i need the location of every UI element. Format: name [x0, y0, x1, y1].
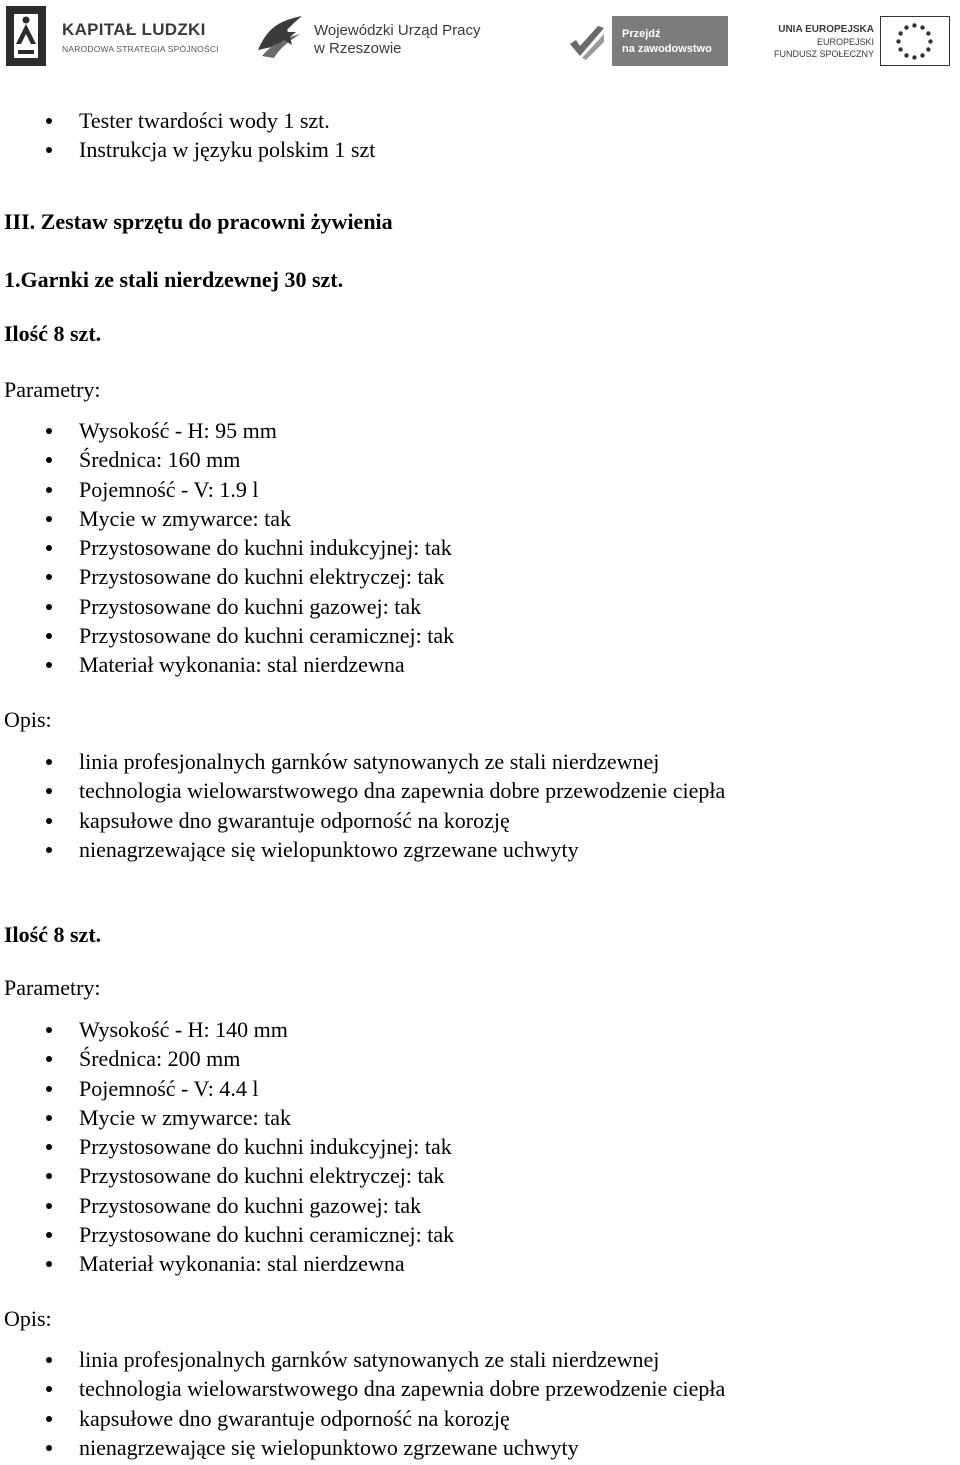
list-item: Przystosowane do kuchni indukcyjnej: tak	[0, 533, 454, 562]
list-item: Przystosowane do kuchni ceramicznej: tak	[0, 1220, 454, 1249]
list-item: Mycie w zmywarce: tak	[0, 1103, 454, 1132]
section-title: III. Zestaw sprzętu do pracowni żywienia	[4, 209, 393, 234]
block-1-params-list	[0, 416, 454, 680]
list-item: Średnica: 160 mm	[0, 445, 454, 474]
list-item: Przystosowane do kuchni indukcyjnej: tak	[0, 1132, 454, 1161]
list-item: Przystosowane do kuchni gazowej: tak	[0, 1191, 454, 1220]
list-item: Materiał wykonania: stal nierdzewna	[0, 650, 454, 679]
wup-subtitle: w Rzeszowie	[314, 40, 402, 57]
list-item: Przystosowane do kuchni gazowej: tak	[0, 592, 454, 621]
list-item: technologia wielowarstwowego dna zapewnia dobre przewodzenie ciepła	[0, 776, 725, 805]
eu-flag-icon	[880, 16, 950, 66]
list-item: Przystosowane do kuchni elektryczej: tak	[0, 562, 454, 591]
list-item: Wysokość - H: 140 mm	[0, 1015, 454, 1044]
block-2-quantity: Ilość 8 szt.	[4, 922, 102, 947]
wup-title: Wojewódzki Urząd Pracy	[314, 22, 481, 39]
list-item: Pojemność - V: 4.4 l	[0, 1074, 454, 1103]
block-2-desc-label: Opis:	[4, 1306, 52, 1331]
list-item: Przystosowane do kuchni elektryczej: tak	[0, 1161, 454, 1190]
list-item: Tester twardości wody 1 szt.	[0, 106, 375, 135]
list-item: Średnica: 200 mm	[0, 1044, 454, 1073]
przejdz-line1: Przejdź	[622, 28, 661, 40]
checkmark-icon	[568, 24, 606, 60]
list-item: kapsułowe dno gwarantuje odporność na korozję	[0, 1404, 725, 1433]
list-item: nienagrzewające się wielopunktowo zgrzewane uchwyty	[0, 835, 725, 864]
block-1-quantity: Ilość 8 szt.	[4, 321, 102, 346]
block-1-desc-label: Opis:	[4, 707, 52, 732]
list-item: Przystosowane do kuchni ceramicznej: tak	[0, 621, 454, 650]
list-item: Pojemność - V: 1.9 l	[0, 475, 454, 504]
block-2-params-list	[0, 1015, 454, 1279]
list-item: nienagrzewające się wielopunktowo zgrzewane uchwyty	[0, 1433, 725, 1462]
list-item: Instrukcja w języku polskim 1 szt	[0, 135, 375, 164]
block-2-desc-list	[0, 1345, 725, 1462]
list-item: linia profesjonalnych garnków satynowanych ze stali nierdzewnej	[0, 747, 725, 776]
list-item: technologia wielowarstwowego dna zapewnia dobre przewodzenie ciepła	[0, 1374, 725, 1403]
eu-subtitle: EUROPEJSKI	[816, 37, 874, 47]
page-header	[0, 0, 960, 72]
eu-fund-name: FUNDUSZ SPOŁECZNY	[773, 49, 874, 59]
przejdz-box	[612, 16, 728, 66]
kapital-ludzki-subtitle: NARODOWA STRATEGIA SPÓJNOŚCI	[62, 44, 219, 54]
kapital-ludzki-title: KAPITAŁ LUDZKI	[62, 20, 206, 39]
kapital-ludzki-logo	[4, 4, 219, 68]
block-1-desc-list	[0, 747, 725, 864]
list-item: Mycie w zmywarce: tak	[0, 504, 454, 533]
eu-title: UNIA EUROPEJSKA	[778, 24, 874, 35]
block-1-params-label: Parametry:	[4, 377, 101, 402]
list-item: kapsułowe dno gwarantuje odporność na korozję	[0, 806, 725, 835]
list-item: Wysokość - H: 95 mm	[0, 416, 454, 445]
kapital-ludzki-emblem-icon	[4, 4, 48, 68]
wup-rzeszow-logo	[254, 4, 494, 68]
eu-stars-icon	[881, 17, 948, 64]
przejdz-na-zawodowstwo-logo	[568, 4, 730, 68]
wup-bird-icon	[254, 12, 306, 62]
block-2-params-label: Parametry:	[4, 975, 101, 1000]
list-item: linia profesjonalnych garnków satynowanych ze stali nierdzewnej	[0, 1345, 725, 1374]
eu-social-fund-logo	[773, 4, 956, 68]
przejdz-line2: na zawodowstwo	[622, 43, 712, 55]
intro-list	[0, 106, 375, 165]
subsection-title: 1.Garnki ze stali nierdzewnej 30 szt.	[4, 267, 344, 292]
list-item: Materiał wykonania: stal nierdzewna	[0, 1249, 454, 1278]
